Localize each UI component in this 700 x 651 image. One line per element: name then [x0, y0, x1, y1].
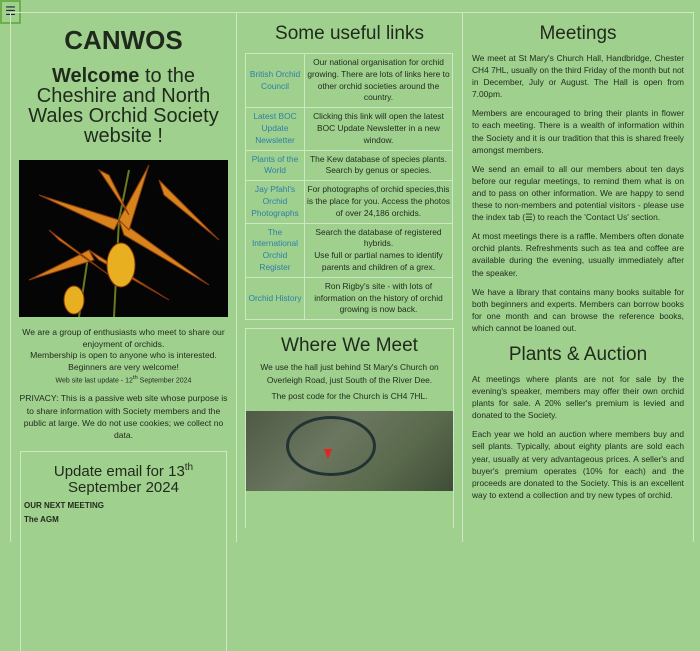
- orchid-photo: [19, 160, 228, 317]
- privacy-notice: PRIVACY: This is a passive web site whose purpose is to share information with Society members and the public at large. We do not use cookies; we collect no data.: [19, 393, 228, 441]
- link[interactable]: Latest BOC Update Newsletter: [253, 111, 297, 145]
- right-column: [463, 12, 694, 542]
- links-heading: Some useful links: [275, 23, 424, 44]
- link-cell[interactable]: [246, 108, 305, 150]
- plants-paragraph: Each year we hold an auction where members buy and sell plants. Typically, about eighty plants are sold each year, usually at very advantageous prices. A seller's and buyer's premium operates (10% for each) and the proceeds are donated to the Society. This is an excellent way to extend a collection and try new types of orchid.: [472, 429, 684, 500]
- link[interactable]: The International Orchid Register: [251, 226, 299, 272]
- location-map[interactable]: [246, 411, 453, 491]
- last-update: Web site last update - 12th September 2024: [55, 375, 192, 385]
- link[interactable]: Plants of the World: [251, 153, 299, 176]
- site-title: CANWOS: [64, 25, 183, 55]
- link[interactable]: Orchid History: [248, 292, 302, 303]
- plants-heading: Plants & Auction: [508, 343, 648, 365]
- link-description: The Kew database of species plants. Search by genus or species.: [305, 150, 453, 181]
- meetings-paragraph: We meet at St Mary's Church Hall, Handbridge, Chester CH4 7HL, usually on the third Friday of the month but not in December, July or August. The Hall is open from 7.00pm.: [472, 53, 684, 100]
- where-text: We use the hall just behind St Mary's Church on Overleigh Road, just South of the River Dee.: [260, 362, 439, 385]
- left-column: [10, 12, 237, 542]
- agm-label: The AGM: [24, 515, 59, 525]
- link-cell[interactable]: [246, 277, 305, 319]
- link-cell[interactable]: [246, 54, 305, 108]
- link-row: [246, 223, 453, 277]
- update-email-panel: [20, 451, 227, 651]
- link-row: [246, 108, 453, 150]
- welcome-heading: Welcome to the Cheshire and North Wales Orchid Society website !: [28, 65, 219, 147]
- link-row: [246, 150, 453, 181]
- intro-text: We are a group of enthusiasts who meet to share our enjoyment of orchids. Membership is open to anyone who is interested. Beginners are very welcome! Web site last update - 12th September 2024: [11, 327, 236, 387]
- meetings-paragraph: We have a library that contains many books suitable for both beginners and experts. Members can borrow books for one month and can browse the reference books, which cannot be loaned out.: [472, 286, 684, 333]
- meetings-paragraph: Members are encouraged to bring their plants in flower to each meeting. There is a wealth of information within the Society and it is our tradition that this is shared freely amongst members.: [472, 108, 684, 155]
- link[interactable]: Jay Pfahl's Orchid Photographs: [251, 184, 299, 218]
- link-description: Clicking this link will open the latest BOC Update Newsletter in a new window.: [305, 108, 453, 150]
- link-row: [246, 54, 453, 108]
- where-heading: Where We Meet: [281, 335, 418, 357]
- link-cell[interactable]: [246, 150, 305, 181]
- link-row: [246, 277, 453, 319]
- meetings-paragraph: At most meetings there is a raffle. Members often donate orchid plants. Refreshments such as tea and coffee are available during the evening, usually immediately after the speaker.: [472, 231, 684, 278]
- middle-column: [237, 12, 463, 542]
- links-table: [245, 53, 453, 320]
- plants-paragraph: At meetings where plants are not for sale by the evening's speaker, members may offer their own orchid plants for sale. A 20% seller's premium is levied and donated to the Society.: [472, 373, 684, 421]
- link-cell[interactable]: [246, 223, 305, 277]
- link-description: Search the database of registered hybrids. Use full or partial names to identify parents and children of a grex.: [305, 223, 453, 277]
- where-we-meet-panel: [245, 328, 454, 528]
- link-cell[interactable]: [246, 181, 305, 223]
- next-meeting-label: OUR NEXT MEETING: [24, 501, 105, 511]
- link-description: Ron Rigby's site - with lots of information on the history of orchid growing is now back.: [305, 277, 453, 319]
- meetings-paragraph: We send an email to all our members about ten days before our regular meetings, to remind them what is on and to pass on other information. We are happy to send these to non-members and potential visitors - please use the index tab (☰) to reach the 'Contact Us' section.: [472, 163, 684, 223]
- postcode-text: The post code for the Church is CH4 7HL.: [271, 391, 428, 402]
- link-description: For photographs of orchid species,this is the place for you. Access the photos of over 24,186 orchids.: [305, 181, 453, 223]
- update-title: Update email for 13th September 2024: [53, 462, 194, 497]
- map-pin-icon: [324, 449, 332, 459]
- link-row: [246, 181, 453, 223]
- meetings-heading: Meetings: [539, 23, 617, 44]
- menu-toggle-button[interactable]: ☰: [0, 0, 21, 24]
- link-description: Our national organisation for orchid growing. There are lots of links here to other orchid societies around the country.: [305, 54, 453, 108]
- river-shape: [286, 416, 376, 476]
- link[interactable]: British Orchid Council: [249, 68, 301, 91]
